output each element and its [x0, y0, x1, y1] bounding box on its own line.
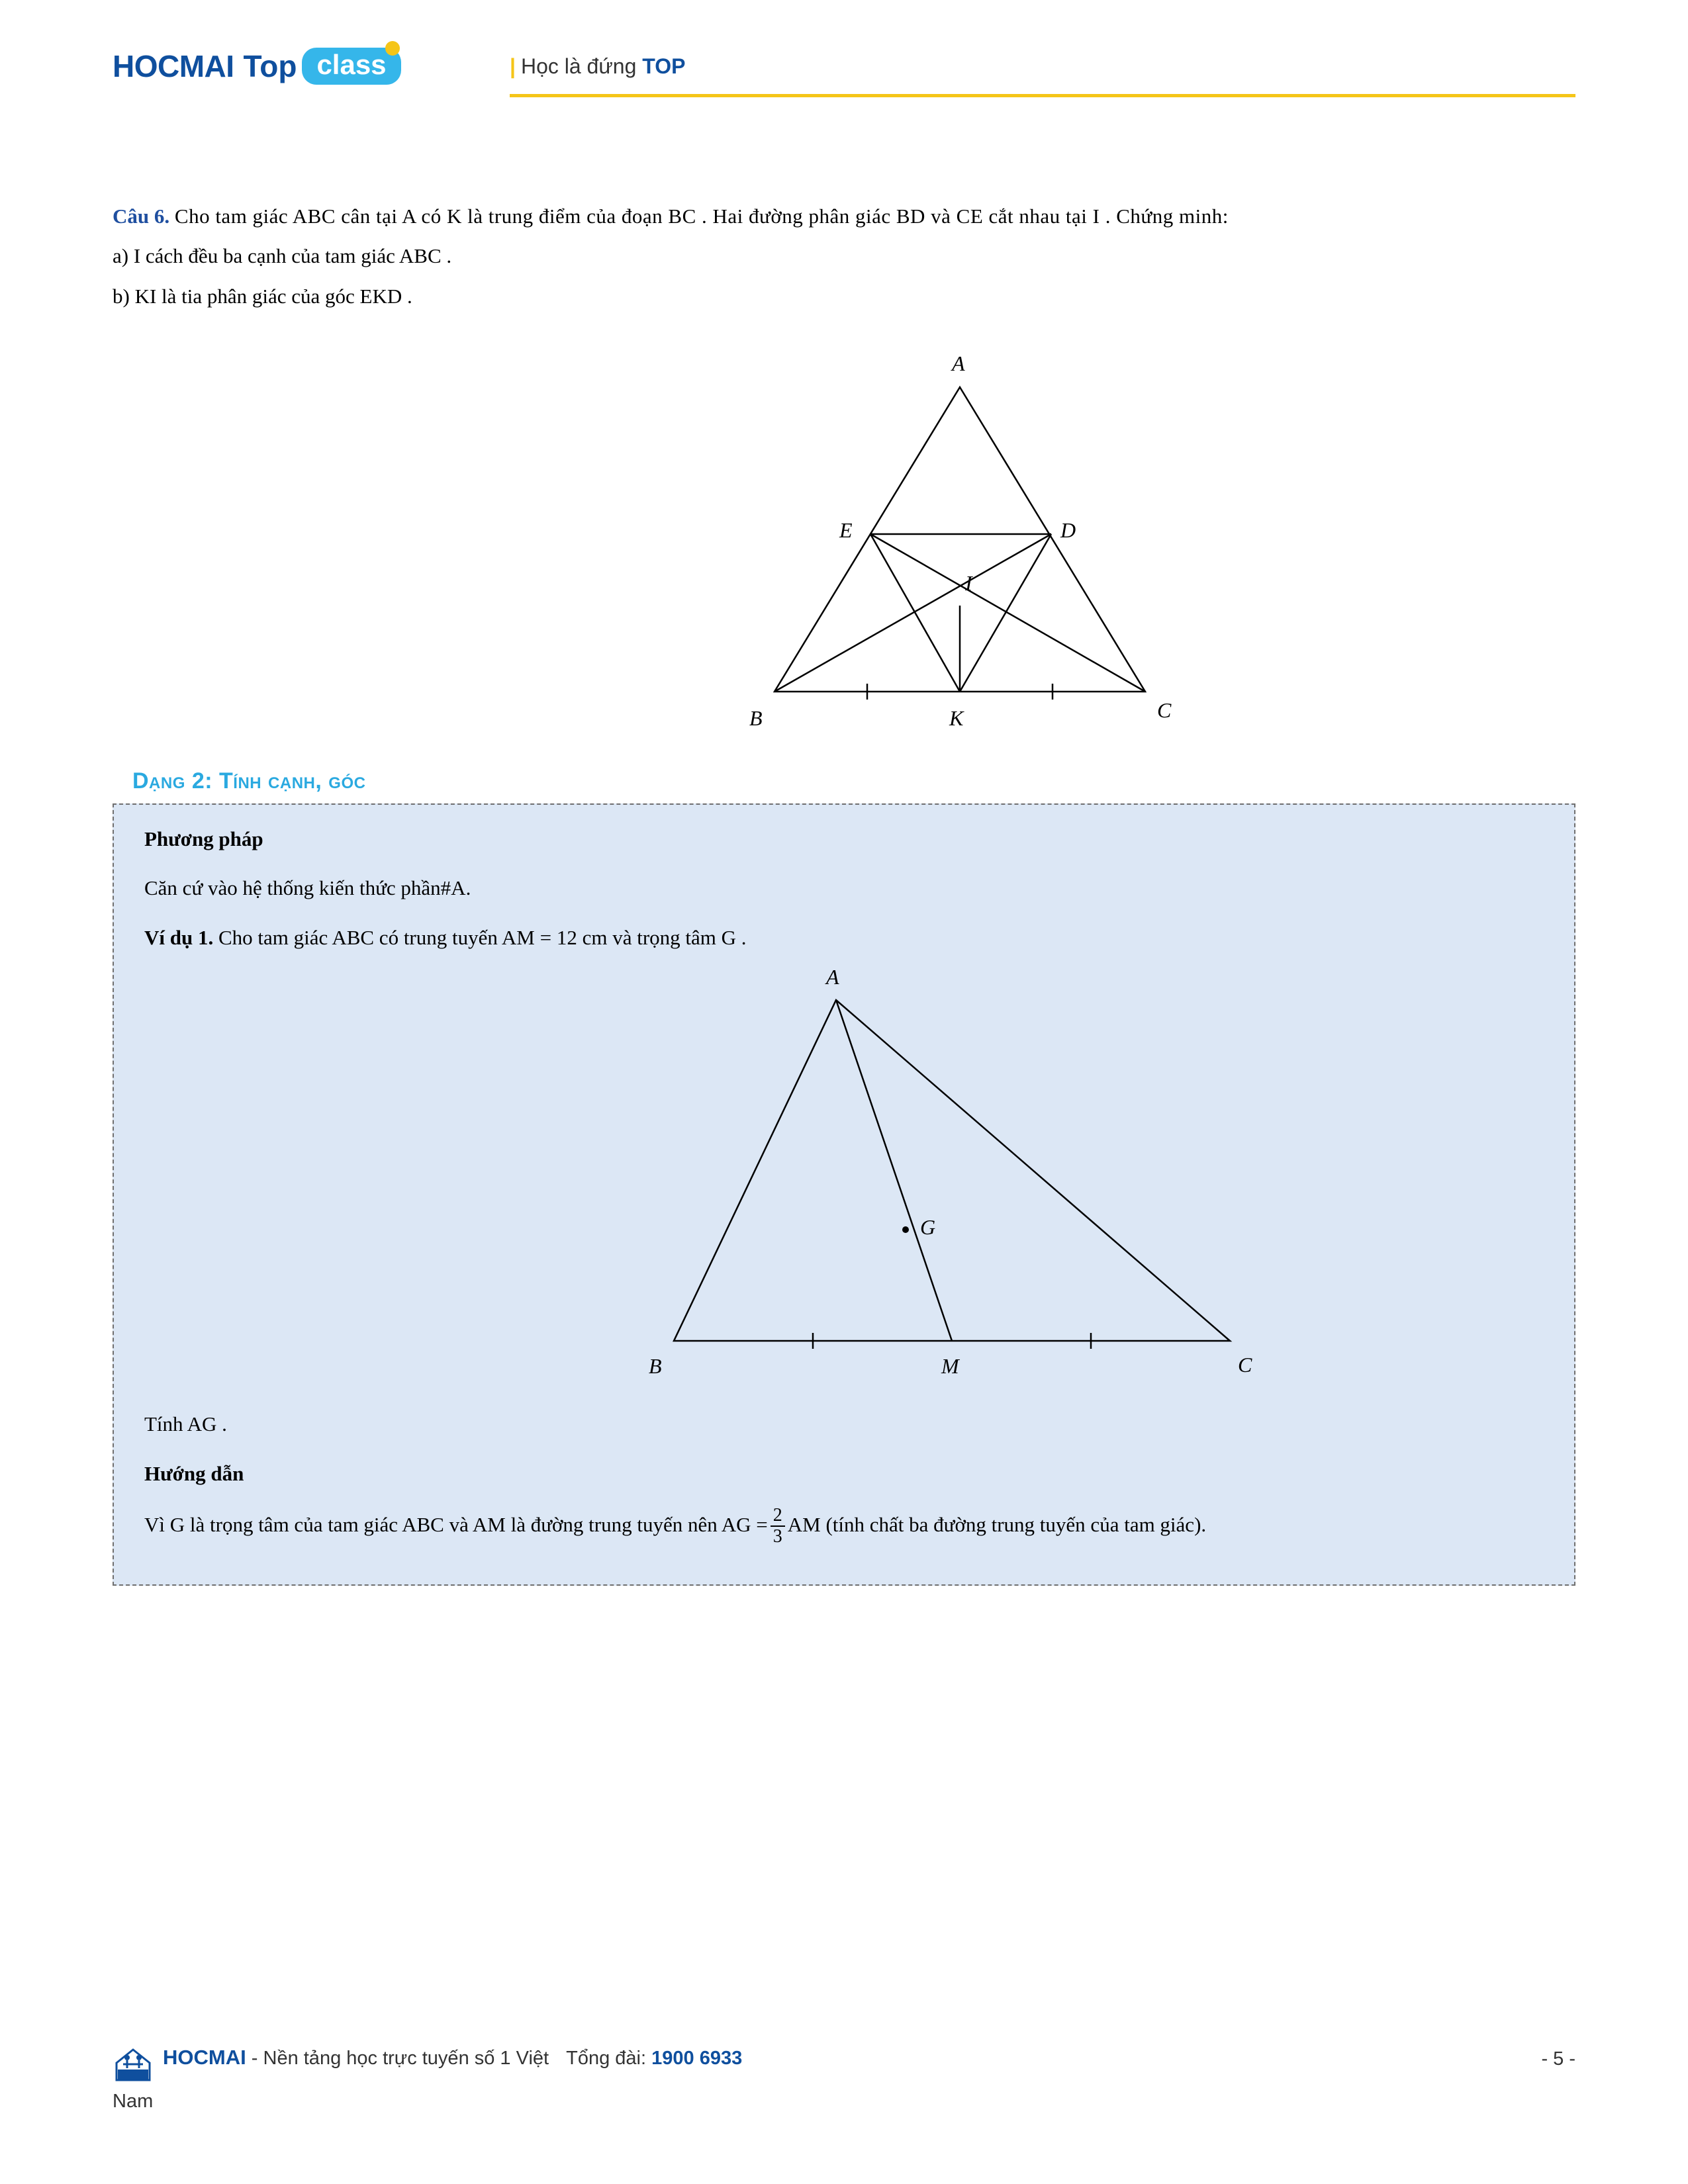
guide-text-part-3: trung tuyến của tam giác).: [991, 1513, 1207, 1537]
figure1-label-K: K: [949, 705, 964, 730]
figure1-label-I: I: [965, 570, 972, 595]
question-6-paragraph: [113, 199, 1575, 234]
figure-triangle-abc-median: [144, 964, 1544, 1407]
figure2-label-G: G: [920, 1214, 936, 1239]
guide-text-part-1: Vì G là trọng tâm của tam giác ABC và AM là đường trung tuyến nên AG =: [144, 1513, 768, 1537]
header-divider: [510, 94, 1575, 97]
logo-class-badge: [302, 48, 400, 85]
logo-hocmai-text: HOCMAI: [113, 49, 234, 83]
guide-text-part-2: AM (tính chất ba đường: [787, 1513, 986, 1537]
footer-hotline-label: Tổng đài:: [566, 2048, 647, 2069]
example-1-paragraph: [144, 921, 1544, 956]
question-6a: a) I cách đều ba cạnh của tam giác ABC .: [113, 244, 452, 268]
question-6-text: Cho tam giác ABC cân tại A có K là trung điểm của đoạn BC . Hai đường phân giác BD và CE cắt nhau tại I . Chứng minh:: [174, 205, 1229, 228]
footer-second-line: Nam: [113, 2091, 154, 2112]
figure2-label-M: M: [941, 1353, 959, 1378]
footer-hotline-number: 1900 6933: [651, 2048, 743, 2069]
fraction-denominator: 3: [771, 1525, 785, 1546]
figure1-label-D: D: [1060, 518, 1076, 542]
method-title: Phương pháp: [144, 827, 263, 850]
fraction-numerator: 2: [773, 1505, 782, 1526]
figure-triangle-abc-bisectors: [113, 341, 1575, 751]
figure1-label-E: E: [839, 518, 853, 542]
example-1-label: Ví dụ 1.: [144, 926, 214, 950]
figure1-label-C: C: [1157, 698, 1172, 722]
tagline-top-text: TOP: [642, 54, 686, 78]
figure-2-svg: [144, 970, 1534, 1407]
figure2-point-G: [902, 1226, 909, 1233]
figure1-label-A: A: [952, 351, 965, 375]
header-tagline: [510, 54, 685, 79]
question-6-label: Câu 6.: [113, 205, 170, 228]
footer-page-number: - 5 -: [1541, 2048, 1575, 2070]
page-footer: [113, 2046, 1575, 2113]
document-content: [113, 199, 1575, 1586]
logo-class-text: class: [302, 48, 400, 85]
question-6b: b) KI là tia phân giác của góc EKD .: [113, 284, 412, 308]
figure2-label-B: B: [649, 1353, 662, 1378]
section-heading-dang-2: Dạng 2: Tính cạnh, góc: [132, 768, 366, 794]
hocmai-topclass-logo: [113, 48, 401, 85]
footer-brand: HOCMAI: [163, 2046, 246, 2069]
hocmai-footer-logo-icon: [113, 2046, 154, 2084]
guide-title: Hướng dẫn: [144, 1461, 244, 1485]
figure2-label-A: A: [826, 964, 839, 989]
logo-top-text: Top: [243, 49, 297, 83]
figure1-label-B: B: [749, 705, 763, 730]
page-header: [113, 34, 1575, 114]
fraction-two-thirds: [771, 1506, 785, 1546]
example-1-text: Cho tam giác ABC có trung tuyến AM = 12 cm và trọng tâm G .: [218, 926, 747, 950]
figure2-label-C: C: [1238, 1352, 1252, 1377]
example-1-ask: Tính AG .: [144, 1412, 227, 1435]
method-box: [113, 803, 1575, 1586]
guide-paragraph: [144, 1506, 1544, 1546]
tagline-bar-icon: |: [510, 54, 516, 78]
logo-dot-icon: [385, 41, 400, 56]
tagline-text: Học là đứng: [520, 54, 643, 78]
method-text: Căn cứ vào hệ thống kiến thức phần#A.: [144, 876, 471, 900]
figure-1-svg: [113, 341, 1575, 751]
footer-text: - Nền tảng học trực tuyến số 1 Việt: [251, 2048, 549, 2069]
